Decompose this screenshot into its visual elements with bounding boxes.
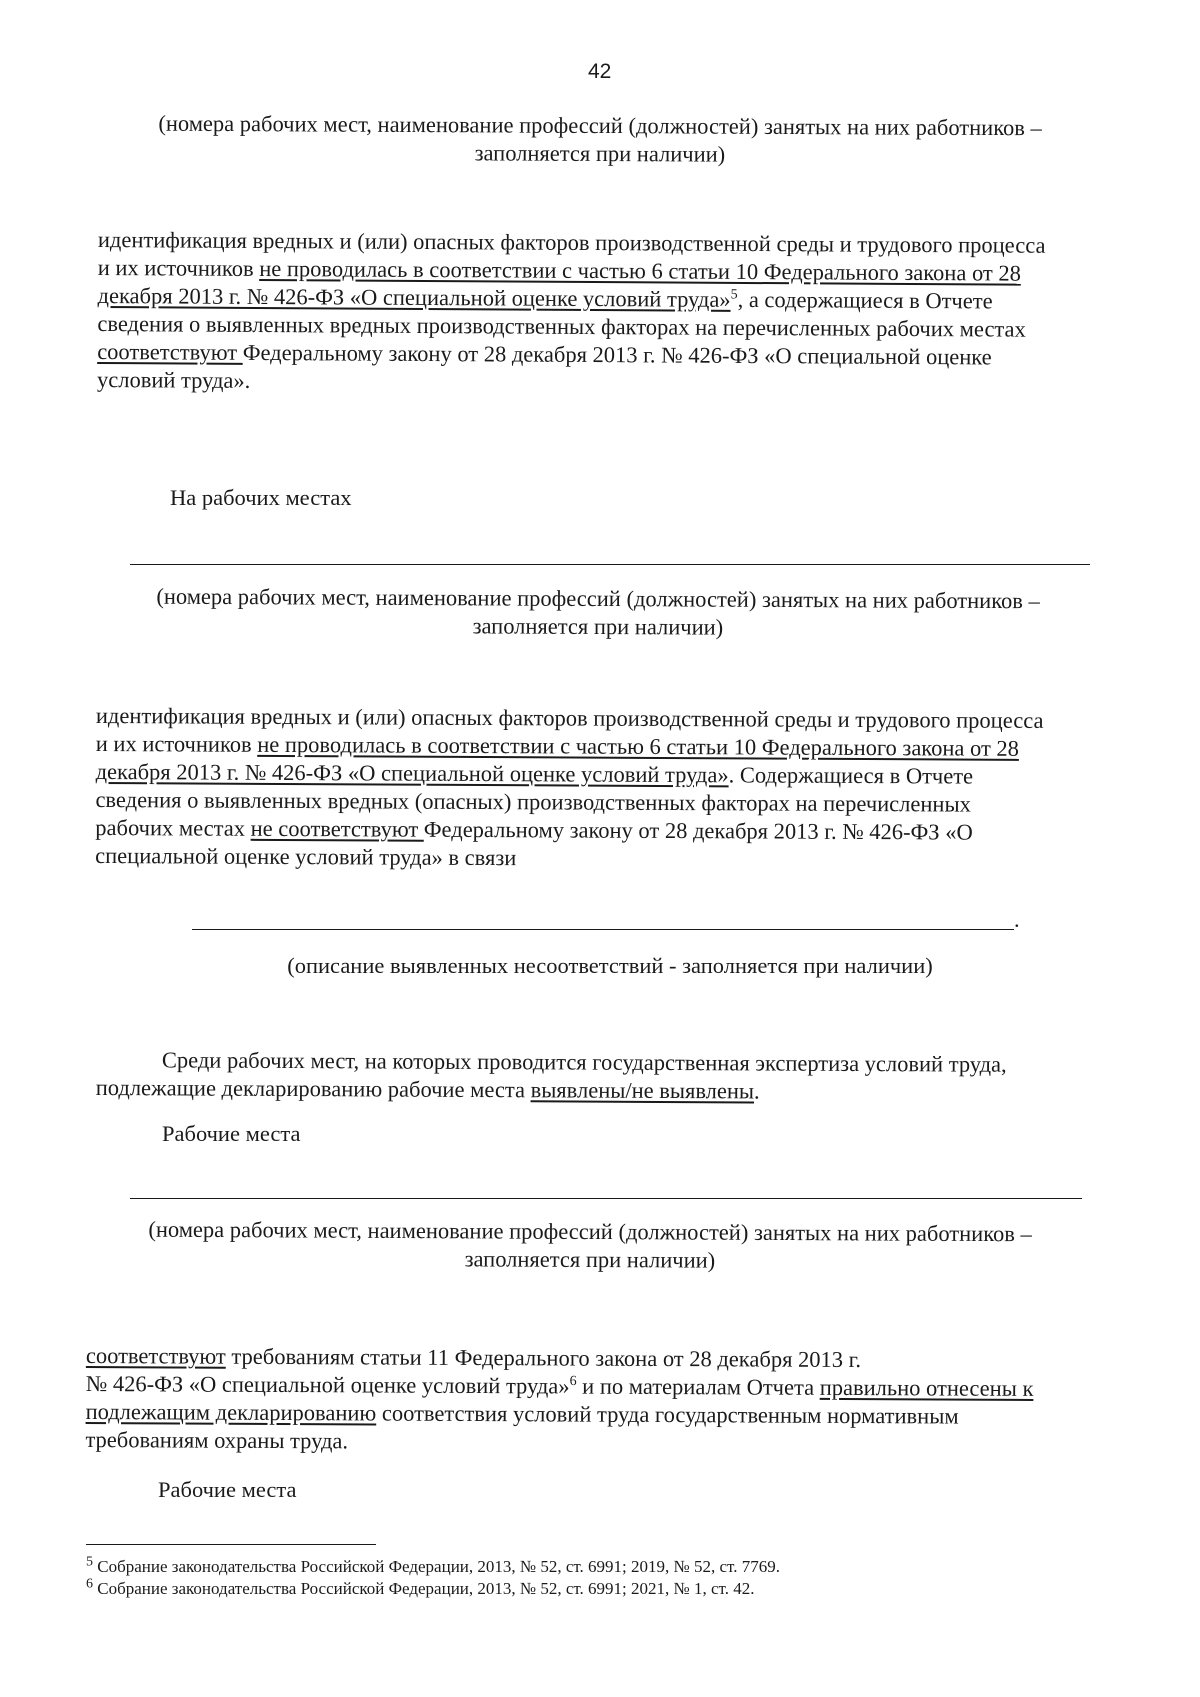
text: Среди рабочих мест, на которых проводится государственная экспертиза условий труда, [161,1047,1007,1077]
caption-workplaces-3 [70,1215,1110,1276]
underlined-text: соответствуют [85,1343,226,1369]
text: . [754,1078,760,1104]
underlined-text: не соответствуют [250,815,424,842]
text: условий труда». [96,366,251,393]
text: идентификация вредных и (или) опасных факторов производственной среды и трудового процесса [97,226,1046,258]
caption-line: заполняется при наличии) [472,613,724,640]
blank-line [130,1198,1082,1199]
footnote-ref: 6 [569,1374,577,1390]
footnote-number: 6 [86,1576,93,1592]
text: , а содержащиеся в Отчете [737,286,993,314]
blank-line-period: . [1014,907,1020,932]
footnote [86,1578,780,1600]
label-rabochie-mesta: Рабочие места [158,1477,297,1502]
footnotes [86,1556,780,1600]
underlined-text: не проводилась в соответствии с частью 6 статьи 10 Федерального закона от 28 [257,731,1020,761]
caption-workplaces-1 [80,109,1120,170]
caption-line: заполняется при наличии) [464,1246,716,1273]
footnote-text: Собрание законодательства Российской Федерации, 2013, № 52, ст. 6991; 2021, № 1, ст. 42. [93,1579,755,1598]
text: идентификация вредных и (или) опасных факторов производственной среды и трудового процесса [95,703,1044,733]
label-na-rabochih-mestah: На рабочих местах [170,485,352,510]
caption-line: (номера рабочих мест, наименование профессий (должностей) занятых на них работников – [148,1216,1032,1247]
text: сведения о выявленных вредных производственных факторах на перечисленных рабочих местах [97,310,1026,342]
text: требованиям охраны труда. [85,1426,349,1454]
text: № 426-ФЗ «О специальной оценке условий труда» [85,1370,570,1399]
text: и их источников [97,254,260,281]
text: подлежащие декларированию рабочие места [95,1074,531,1103]
paragraph-compliance [85,1342,1033,1459]
text: и по материалам Отчета [576,1373,820,1400]
paragraph-identification-2 [95,702,1043,875]
text: Федеральному закону от 28 декабря 2013 г. № 426-ФЗ «О специальной оценке [242,339,992,370]
text: и их источников [95,730,258,757]
text: рабочих местах [95,814,251,841]
text: соответствия условий труда государственным нормативным [376,1400,959,1429]
text: специальной оценке условий труда» в связи [95,842,517,871]
underlined-text: подлежащим декларированию [85,1398,377,1426]
footnote-separator [86,1544,376,1545]
footnote-number: 5 [86,1554,93,1570]
caption-nonconformities: (описание выявленных несоответствий - заполняется при наличии) [287,953,933,978]
blank-line [192,929,1014,930]
caption-line: (номера рабочих мест, наименование профессий (должностей) занятых на них работников – [158,110,1042,141]
text: сведения о выявленных вредных (опасных) производственных факторах на перечисленных [95,786,971,817]
text: требованиям статьи 11 Федерального закона от 28 декабря 2013 г. [225,1343,862,1373]
paragraph-declaration [96,1046,1007,1107]
caption-line: (номера рабочих мест, наименование профессий (должностей) занятых на них работников – [156,583,1040,614]
caption-line: заполняется при наличии) [474,140,726,167]
underlined-text: выявлены/не выявлены [530,1077,755,1104]
text: Федеральному закону от 28 декабря 2013 г. № 426-ФЗ «О [423,816,973,845]
footnote [86,1556,780,1578]
underlined-text: правильно отнесены к [819,1374,1034,1401]
underlined-text: декабря 2013 г. № 426-ФЗ «О специальной оценке условий труда» [95,758,729,788]
underlined-text: не проводилась в соответствии с частью 6 статьи 10 Федерального закона от 28 [259,255,1021,286]
caption-workplaces-2 [78,582,1118,643]
footnote-ref: 5 [730,287,738,303]
blank-line [130,564,1090,565]
label-rabochie-mesta: Рабочие места [162,1121,301,1146]
footnote-text: Собрание законодательства Российской Федерации, 2013, № 52, ст. 6991; 2019, № 52, ст. 7769. [93,1557,780,1576]
underlined-text: соответствуют [97,338,243,365]
page-number: 42 [588,60,612,83]
paragraph-identification-1 [97,226,1046,400]
underlined-text: декабря 2013 г. № 426-ФЗ «О специальной оценке условий труда» [97,282,731,312]
text: . Содержащиеся в Отчете [728,762,974,789]
